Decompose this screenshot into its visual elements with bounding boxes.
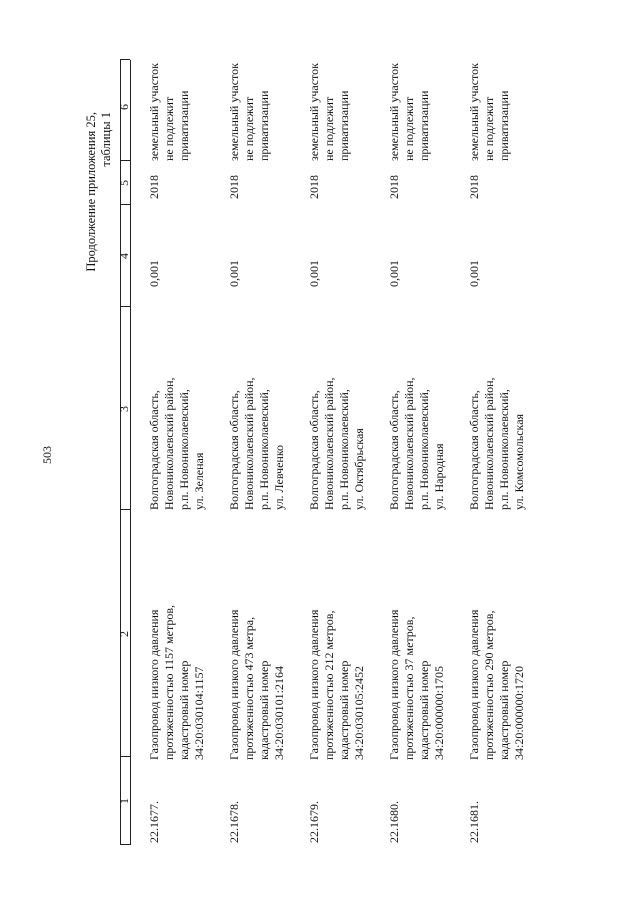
- column-header: 1: [117, 798, 131, 804]
- object-address: Волгоградская область, Новониколаевский район, р.п. Новониколаевский, ул. Октябрьская: [307, 377, 366, 510]
- row-number: 22.1679.: [307, 801, 321, 843]
- area-value: 0,001: [307, 260, 321, 287]
- col-divider: [120, 844, 130, 845]
- privatization-status: земельный участок не подлежит приватизации: [227, 63, 271, 161]
- object-name: Газопровод низкого давления протяженностью 212 метров, кадастровый номер 34:20:030105:2452: [307, 609, 366, 760]
- object-address: Волгоградская область, Новониколаевский район, р.п. Новониколаевский, ул. Народная: [387, 377, 446, 510]
- column-header: 5: [117, 180, 131, 186]
- year-value: 2018: [467, 175, 481, 199]
- col-divider: [120, 59, 130, 60]
- row-number: 22.1680.: [387, 801, 401, 843]
- privatization-status: земельный участок не подлежит приватизации: [387, 63, 431, 161]
- col-divider: [120, 160, 130, 161]
- year-value: 2018: [307, 175, 321, 199]
- column-header: 4: [117, 253, 131, 259]
- col-divider: [120, 306, 130, 307]
- object-name: Газопровод низкого давления протяженностью 290 метров, кадастровый номер 34:20:000000:1720: [467, 609, 526, 760]
- column-header: 2: [117, 631, 131, 637]
- area-value: 0,001: [227, 260, 241, 287]
- col-divider: [120, 204, 130, 205]
- privatization-status: земельный участок не подлежит приватизации: [147, 63, 191, 161]
- object-address: Волгоградская область, Новониколаевский район, р.п. Новониколаевский, ул. Левченко: [227, 377, 286, 510]
- year-value: 2018: [387, 175, 401, 199]
- column-header: 6: [117, 104, 131, 110]
- object-name: Газопровод низкого давления протяженностью 1157 метров, кадастровый номер 34:20:030104:1157: [147, 604, 206, 760]
- privatization-status: земельный участок не подлежит приватизации: [307, 63, 351, 161]
- row-number: 22.1678.: [227, 801, 241, 843]
- area-value: 0,001: [387, 260, 401, 287]
- column-header: 3: [117, 406, 131, 412]
- object-name: Газопровод низкого давления протяженностью 473 метра, кадастровый номер 34:20:030101:2164: [227, 609, 286, 760]
- row-number: 22.1677.: [147, 801, 161, 843]
- object-name: Газопровод низкого давления протяженностью 37 метров, кадастровый номер 34:20:000000:1705: [387, 609, 446, 760]
- page-number: 503: [40, 446, 54, 464]
- appendix-caption: Продолжение приложения 25, таблицы 1: [84, 112, 113, 272]
- col-divider: [120, 509, 130, 510]
- data-table: [117, 60, 560, 845]
- year-value: 2018: [147, 175, 161, 199]
- row-number: 22.1681.: [467, 801, 481, 843]
- privatization-status: земельный участок не подлежит приватизации: [467, 63, 511, 161]
- area-value: 0,001: [147, 260, 161, 287]
- year-value: 2018: [227, 175, 241, 199]
- object-address: Волгоградская область, Новониколаевский район, р.п. Новониколаевский, ул. Зеленая: [147, 377, 206, 510]
- area-value: 0,001: [467, 260, 481, 287]
- col-divider: [120, 756, 130, 757]
- object-address: Волгоградская область, Новониколаевский район, р.п. Новониколаевский, ул. Комсомольская: [467, 377, 526, 510]
